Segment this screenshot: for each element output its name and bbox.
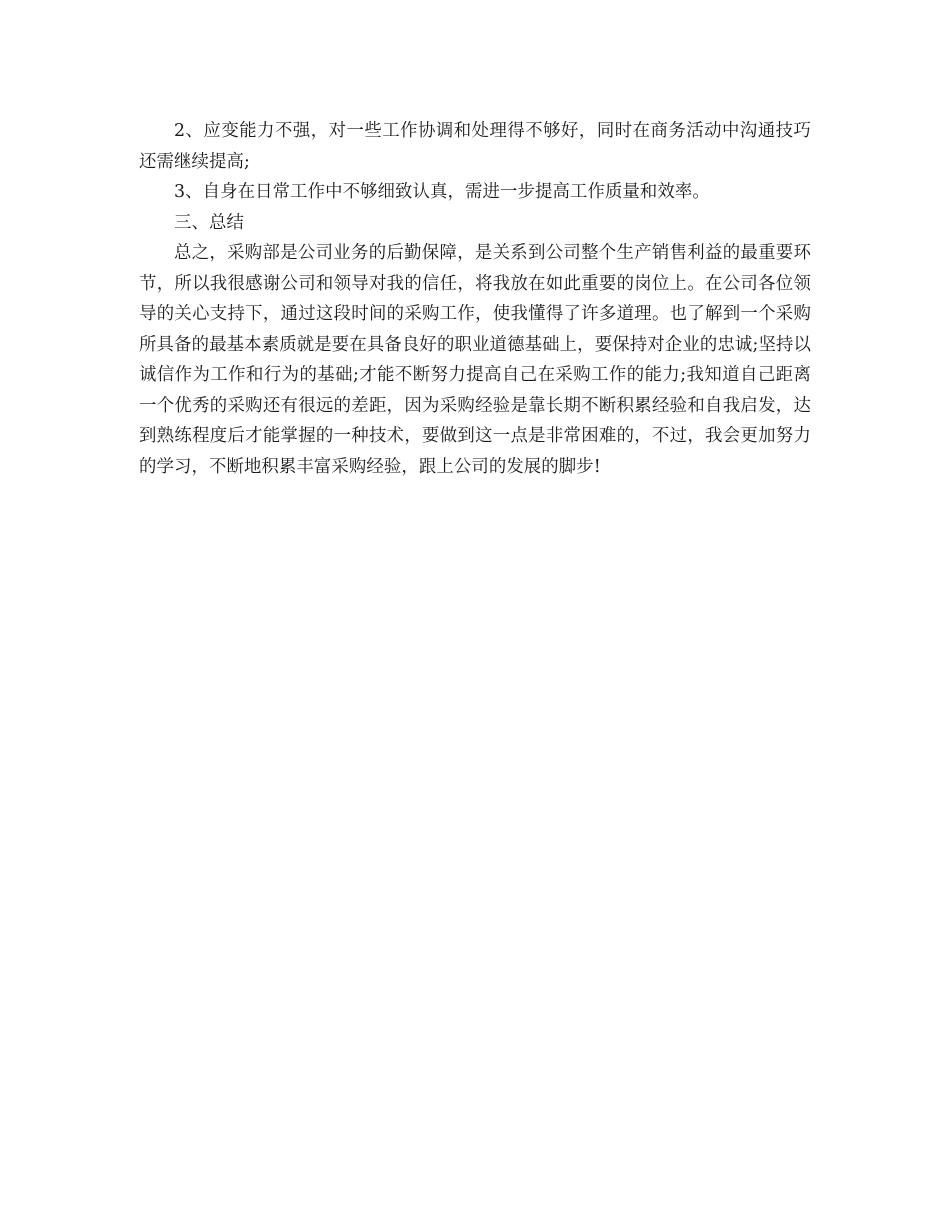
paragraph-item-3: 3、自身在日常工作中不够细致认真，需进一步提高工作质量和效率。 <box>174 182 710 202</box>
document-body <box>139 116 811 482</box>
section-heading: 三、总结 <box>174 212 244 233</box>
paragraph-item-2: 2、应变能力不强，对一些工作协调和处理得不够好，同时在商务活动中沟通技巧还需继续提高; <box>139 121 811 172</box>
summary-paragraph: 总之，采购部是公司业务的后勤保障，是关系到公司整个生产销售利益的最重要环节，所以我很感谢公司和领导对我的信任，将我放在如此重要的岗位上。在公司各位领导的关心支持下，通过这段时间的采购工作，使我懂得了许多道理。也了解到一个采购所具备的最基本素质就是要在具备良好的职业道德基础上，要保持对企业的忠诚;坚持以诚信作为工作和行为的基础;才能不断努力提高自己在采购工作的能力;我知道自己距离一个优秀的采购还有很远的差距，因为采购经验是靠长期不断积累经验和自我启发，达到熟练程度后才能掌握的一种技术，要做到这一点是非常困难的，不过，我会更加努力的学习，不断地积累丰富采购经验，跟上公司的发展的脚步! <box>139 243 811 477</box>
